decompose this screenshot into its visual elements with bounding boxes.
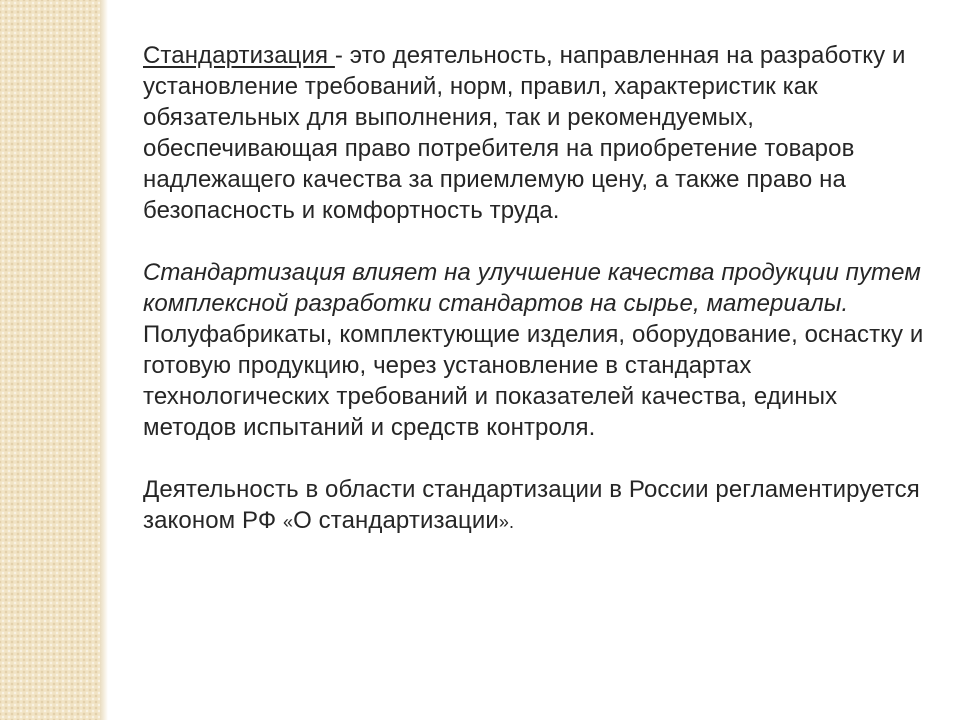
definition-paragraph (143, 40, 933, 226)
slide-content (143, 40, 933, 538)
quote-close: » (498, 512, 509, 532)
influence-text: Полуфабрикаты, комплектующие изделия, оборудование, оснастку и готовую продукцию, через установление в стандартах технологических требований и показателей качества, единых методов испытаний и средств контроля. (143, 321, 924, 441)
definition-text: - это деятельность, направленная на разработку и установление требований, норм, правил, характеристик как обязательных для выполнения, так и рекомендуемых, обеспечивающая право потребителя на приобретение товаров надлежащего качества за приемлемую цену, а также право на безопасность и комфортность труда. (143, 42, 906, 224)
paragraph-gap (143, 226, 933, 257)
law-paragraph (143, 474, 933, 538)
law-end: . (509, 512, 515, 532)
law-text: Деятельность в области стандартизации в России регламентируется законом РФ (143, 476, 920, 534)
influence-paragraph (143, 257, 933, 443)
decorative-side-edge (100, 0, 108, 720)
law-name: О стандартизации (293, 507, 499, 534)
paragraph-gap (143, 443, 933, 474)
quote-open: « (283, 512, 294, 532)
decorative-side-strip (0, 0, 100, 720)
influence-italic-text: Стандартизация влияет на улучшение качества продукции путем комплексной разработки стандартов на сырье, материалы. (143, 259, 921, 317)
definition-term: Стандартизация (143, 42, 335, 69)
